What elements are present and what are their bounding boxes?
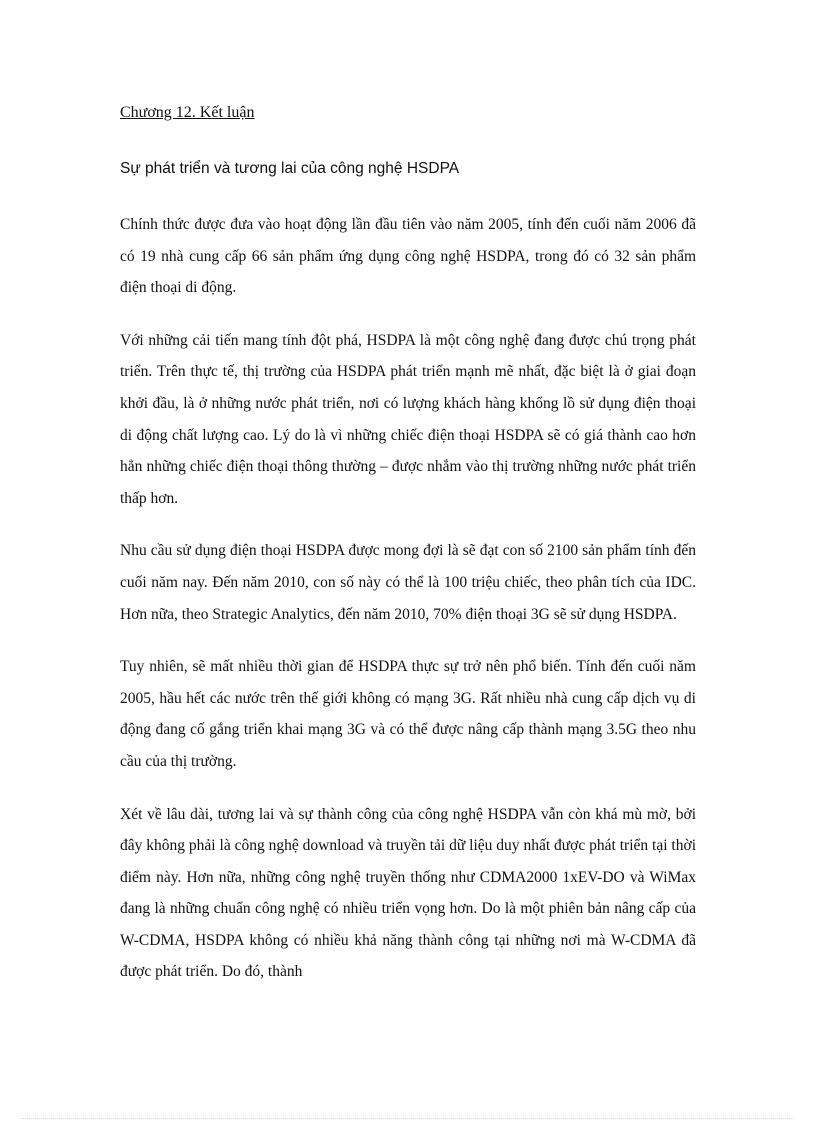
section-title: Sự phát triển và tương lai của công nghệ HSDPA [120,160,460,177]
paragraph-intro: Chính thức được đưa vào hoạt động lần đầu tiên vào năm 2005, tính đến cuối năm 2006 đã có 19 nhà cung cấp 66 sản phẩm ứng dụng công nghệ HSDPA, trong đó có 32 sản phẩm điện thoại di động. [120,216,696,297]
page-bottom-divider [22,1118,794,1119]
paragraph-adoption: Tuy nhiên, sẽ mất nhiều thời gian để HSDPA thực sự trở nên phổ biến. Tính đến cuối năm 2005, hầu hết các nước trên thế giới không có mạng 3G. Rất nhiều nhà cung cấp dịch vụ di động đang cố gắng triển khai mạng 3G và có thể được nâng cấp thành mạng 3.5G theo nhu cầu của thị trường. [120,658,696,770]
paragraph-demand: Nhu cầu sử dụng điện thoại HSDPA được mong đợi là sẽ đạt con số 2100 sản phẩm tính đến cuối năm nay. Đến năm 2010, con số này có thể là 100 triệu chiếc, theo phân tích của IDC. Hơn nữa, theo Strategic Analytics, đến năm 2010, 70% điện thoại 3G sẽ sử dụng HSDPA. [120,542,696,623]
chapter-title: Chương 12. Kết luận [120,104,255,121]
paragraph-breakthrough: Với những cải tiến mang tính đột phá, HSDPA là một công nghệ đang được chú trọng phát triển. Trên thực tế, thị trường của HSDPA phát triển mạnh mẽ nhất, đặc biệt là ở giai đoạn khởi đầu, là ở những nước phát triển, nơi có lượng khách hàng khổng lồ sử dụng điện thoại di động chất lượng cao. Lý do là vì những chiếc điện thoại HSDPA sẽ có giá thành cao hơn hẳn những chiếc điện thoại thông thường – được nhắm vào thị trường những nước phát triển thấp hơn. [120,331,696,507]
document-body [120,102,696,1009]
paragraph-outlook: Xét về lâu dài, tương lai và sự thành công của công nghệ HSDPA vẫn còn khá mù mờ, bởi đây không phải là công nghệ download và truyền tải dữ liệu duy nhất được phát triển tại thời điểm này. Hơn nữa, những công nghệ truyền thống như CDMA2000 1xEV-DO và WiMax đang là những chuẩn công nghệ có nhiều triển vọng hơn. Do là một phiên bản nâng cấp của W-CDMA, HSDPA không có nhiều khả năng thành công tại những nơi mà W-CDMA đã được phát triển. Do đó, thành [120,805,696,981]
